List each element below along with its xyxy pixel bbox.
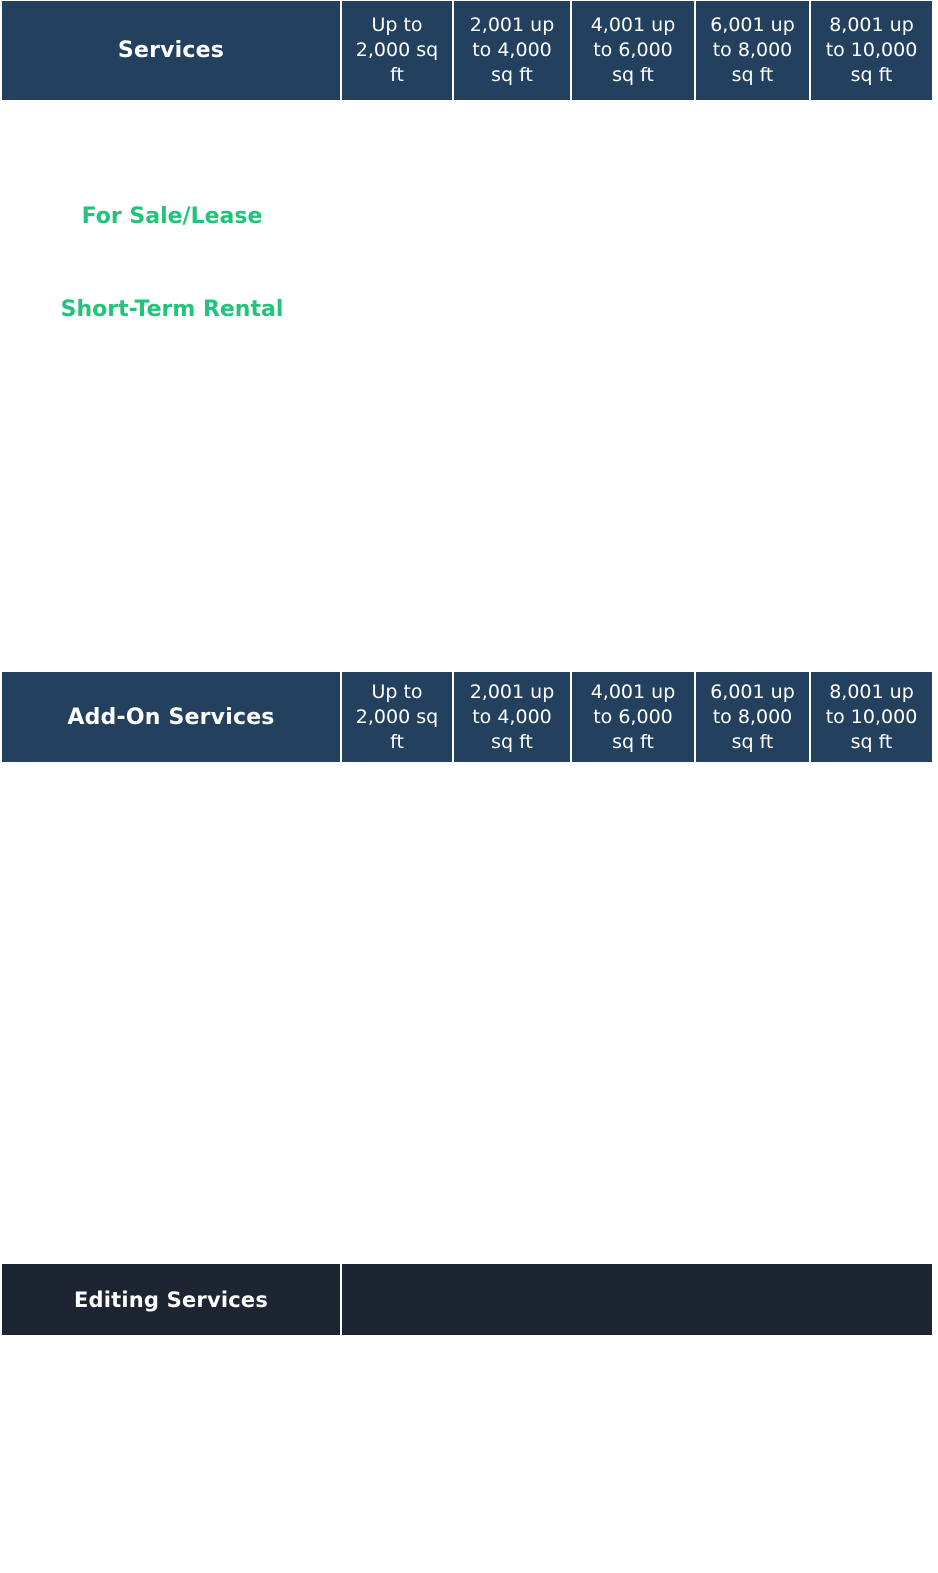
editing-table-header (2, 1264, 932, 1335)
addon-column-header-up-to-2000: Up to 2,000 sq ft (342, 672, 454, 762)
column-header-4001-6000: 4,001 up to 6,000 sq ft (572, 1, 696, 100)
services-title: Services (2, 1, 342, 100)
editing-title: Editing Services (2, 1264, 342, 1335)
column-header-up-to-2000: Up to 2,000 sq ft (342, 1, 454, 100)
editing-header-empty (342, 1264, 932, 1335)
addon-column-header-8001-10000: 8,001 up to 10,000 sq ft (825, 680, 918, 753)
category-for-sale-lease: For Sale/Lease (81, 204, 263, 229)
category-short-term-rental: Short-Term Rental (60, 297, 284, 322)
addon-title: Add-On Services (2, 672, 342, 762)
addon-column-header-6001-8000: 6,001 up to 8,000 sq ft (696, 672, 811, 762)
addon-column-header-2001-4000: 2,001 up to 4,000 sq ft (454, 672, 572, 762)
addon-column-header-4001-6000: 4,001 up to 6,000 sq ft (572, 672, 696, 762)
services-table-header (2, 1, 932, 100)
addon-table-header (2, 672, 932, 762)
column-header-6001-8000: 6,001 up to 8,000 sq ft (696, 1, 811, 100)
column-header-8001-10000: 8,001 up to 10,000 sq ft (825, 14, 918, 86)
column-header-2001-4000: 2,001 up to 4,000 sq ft (454, 1, 572, 100)
